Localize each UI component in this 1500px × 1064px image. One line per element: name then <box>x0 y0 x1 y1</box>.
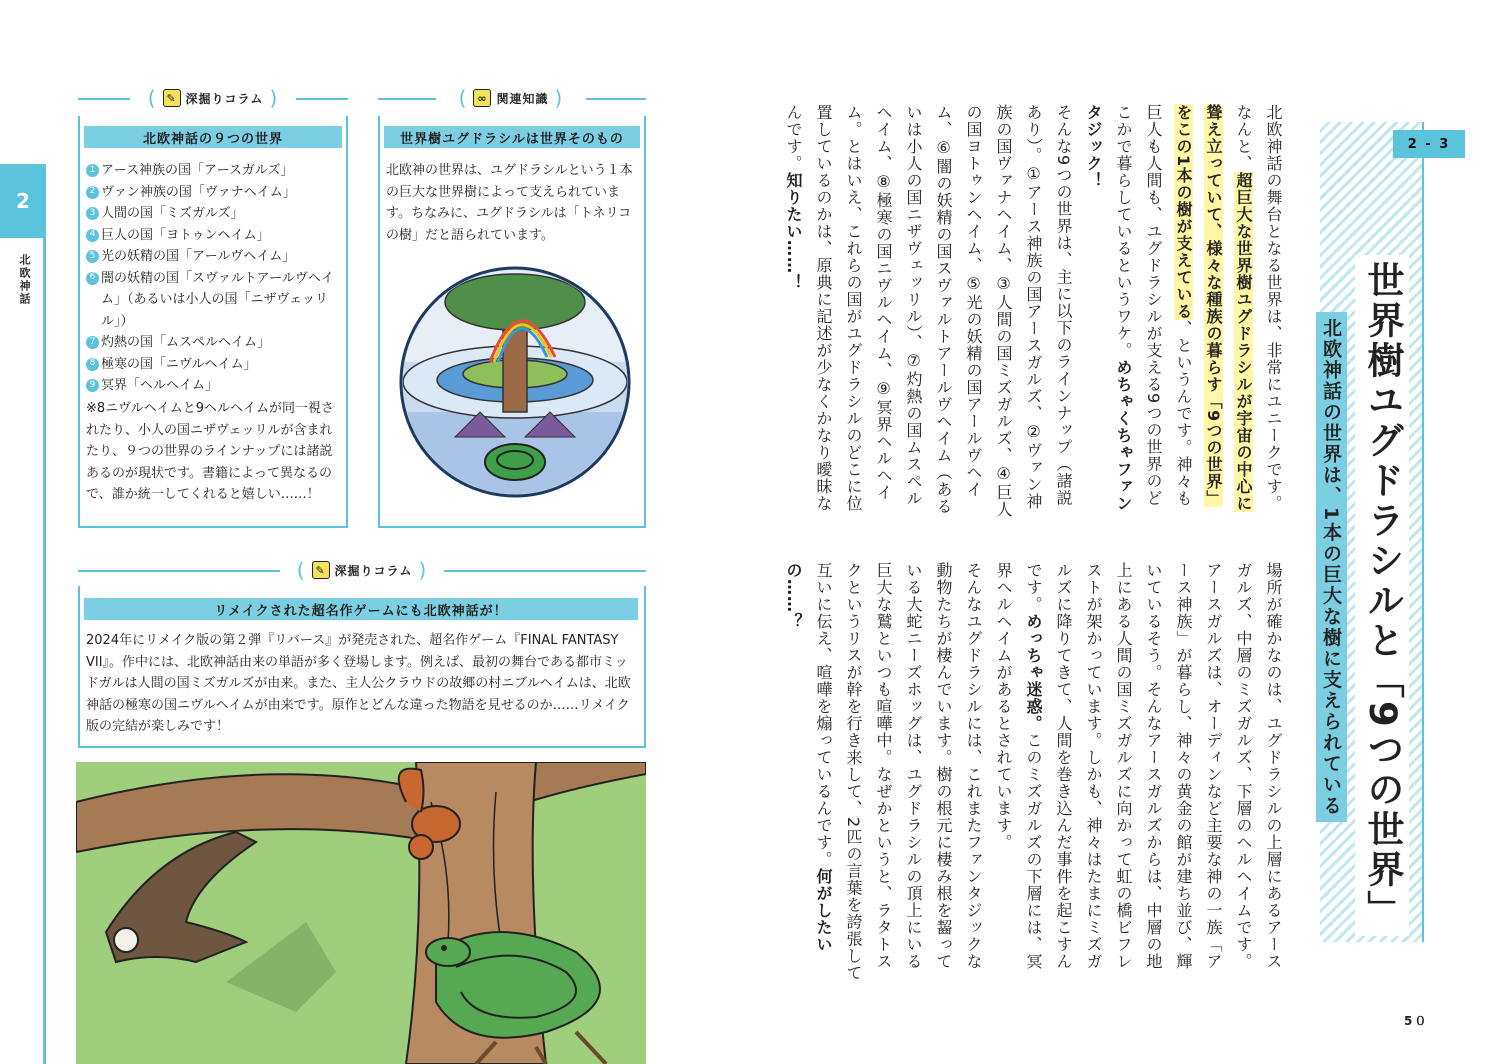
number-badge: 9 <box>86 379 99 392</box>
col2-header-label: 関連知識 <box>496 91 549 106</box>
list-item-text: 灼熱の国「ムスペルヘイム」 <box>101 335 271 350</box>
list-item <box>86 332 342 354</box>
list-item-text: 巨人の国「ヨトゥンヘイム」 <box>101 227 270 243</box>
col2-border-right <box>644 116 646 526</box>
list-item <box>86 375 342 397</box>
col1-title-bar: 北欧神話の９つの世界 <box>84 126 342 148</box>
page-number: 5０ <box>1404 1014 1429 1028</box>
pencil-note-icon: ✎ <box>312 561 330 579</box>
tree-animals-illustration <box>76 762 646 1064</box>
number-badge: 4 <box>86 229 99 242</box>
col3-border-right <box>644 586 646 746</box>
col3-border-left <box>78 586 80 746</box>
para2-bold: 知りたい……！ <box>784 172 803 291</box>
number-badge: 7 <box>86 336 99 349</box>
chain-link-icon: ∞ <box>473 89 491 107</box>
col3-title-bar: リメイクされた超名作ゲームにも北欧神話が！ <box>84 598 638 620</box>
col2-title-bar: 世界樹ユグドラシルは世界そのもの <box>384 126 640 148</box>
list-item-text: 冥界「ヘルヘイム」 <box>101 378 219 393</box>
col3-text: 2024年にリメイク版の第２弾『リバース』が発売された、超名作ゲーム『FINAL FANTASY VII』。作中には、北欧神話由来の単語が多く登場します。例えば、最初の舞台である都市ミッドガルは人間の国ミズガルズが由来。また、主人公クラウドの故郷の村ニブルヘイムは、北欧神話の極寒の国ニヴルヘイムが由来です。原作とどんな違った物語を見せるのか……リメイク版の完結が楽しみです！ <box>86 633 631 734</box>
list-item <box>86 182 342 204</box>
para2: そんな9つの世界は、主に以下のラインナップ（諸説あり）。①アース神族の国アースガルズ、②ヴァン神族の国ヴァナヘイム、③人間の国ミズガルズ、④巨人の国ヨトゥンヘイム、⑤光の妖精の国アールヴヘイム、⑥闇の妖精の国スヴァルトアールヴヘイム（あるいは小人の国ニザヴェッリル）、⑦灼熱の国ムスペルヘイム、⑧極寒の国ニヴルヘイム、⑨冥界ヘルヘイム。とはいえ、これらの国がユグドラシルのどこに位置しているのかは、原典に記述が少なくかなり曖昧なんです。 <box>784 104 1073 518</box>
col3-border-bottom <box>78 746 646 748</box>
list-item <box>86 225 342 247</box>
list-item-text: 闇の妖精の国「スヴァルトアールヴヘイム」（あるいは小人の国「ニザヴェッリル」） <box>101 270 334 329</box>
list-item <box>86 246 342 268</box>
article-lower-block <box>784 562 1288 982</box>
para1-b: 、というんです。神々も巨人も人間も、ユグドラシルが支える9つの世界のどこかで暮らしているというワケ。 <box>1114 104 1193 508</box>
para1-bold: めちゃくちゃファンタジック！ <box>1084 104 1133 512</box>
para1-highlight: 超巨大な世界樹ユグドラシルが宇宙の中心に聳え立っていて、様々な種族の暮らす「9つの世界」をこの1本の樹が支えている <box>1174 104 1253 512</box>
number-badge: 2 <box>86 186 99 199</box>
list-item <box>86 203 342 225</box>
nine-worlds-list <box>86 160 342 397</box>
col2-border-bottom <box>378 526 646 528</box>
list-item <box>86 160 342 182</box>
list-item-text: 光の妖精の国「アールヴヘイム」 <box>101 249 296 264</box>
list-item <box>86 354 342 376</box>
list-item-text: 人間の国「ミズガルズ」 <box>101 206 244 221</box>
number-badge: 3 <box>86 207 99 220</box>
col1-border-right <box>346 116 348 526</box>
list-item-text: 極寒の国「ニヴルヘイム」 <box>101 356 257 372</box>
section-number: 2 - 3 <box>1393 130 1465 158</box>
chapter-rule <box>43 164 46 1064</box>
col1-border-left <box>78 116 80 526</box>
col1-header: ( ✎ 深掘りコラム ) <box>78 86 348 112</box>
col1-border-bottom <box>78 526 348 528</box>
para4-bold: 何がしたいの……？ <box>784 562 833 953</box>
chapter-number-tab: 2 <box>0 164 46 238</box>
para3-b: このミズガルズの下層には、冥界ヘルヘイムがあるとされています。 <box>994 562 1043 970</box>
article-upper-block <box>784 104 1288 522</box>
col1-note: ※8ニヴルヘイムと9ヘルヘイムが同一視されたり、小人の国ニザヴェッリルが含まれたり、９つの世界のラインナップには諸説あるのが現状です。書籍によって異なるので、誰か統一してくれると嬉しい……！ <box>86 401 335 502</box>
list-item <box>86 268 342 333</box>
col2-header: ( ∞ 関連知識 ) <box>378 86 646 112</box>
col1-header-label: 深掘りコラム <box>185 91 264 106</box>
chapter-label: 北欧神話 <box>18 254 31 306</box>
list-item-text: ヴァン神族の国「ヴァナヘイム」 <box>101 184 296 200</box>
col3-header: ( ✎ 深掘りコラム ) <box>78 558 646 584</box>
list-item-text: アース神族の国「アースガルズ」 <box>101 163 294 178</box>
pencil-note-icon: ✎ <box>163 89 181 107</box>
para1-a: 北欧神話の舞台となる世界は、非常にユニークです。なんと、 <box>1234 104 1283 512</box>
number-badge: 8 <box>86 358 99 371</box>
col2-border-left <box>378 116 380 526</box>
number-badge: 1 <box>86 164 99 177</box>
number-badge: 6 <box>86 272 99 285</box>
para3-bold: めっちゃ迷惑。 <box>1024 613 1043 732</box>
para3: 場所が確かなのは、ユグドラシルの上層にあるアースガルズ、中層のミズガルズ、下層のヘルヘイムです。アースガルズは、オーディンなど主要な神の一族「アース神族」が暮らし、神々の黄金の館が建ち並び、輝いているそう。そんなアースガルズからは、中層の地上にある人間の国ミズガルズに向かって虹の橋ビフレストが架かっています。しかも、神々はたまにミズガルズに降りてきて、人間を巻き込んだ事件を起こすんです。 <box>1024 562 1283 970</box>
number-badge: 5 <box>86 250 99 263</box>
para4: そんなユグドラシルには、これまたファンタジックな動物たちが棲んでいます。樹の根元に棲み根を齧っている大蛇ニーズホッグは、ユグドラシルの頂上にいる巨大な鷲といつも喧嘩中。なぜかというと、ラタトスクというリスが幹を行き来して、2匹の言葉を誇張して互いに伝え、喧嘩を煽っているんです。 <box>814 562 983 982</box>
col3-header-label: 深掘りコラム <box>334 563 413 578</box>
col2-text: 北欧神の世界は、ユグドラシルという１本の巨大な世界樹によって支えられています。ちなみに、ユグドラシルは「トネリコの樹」だと語られています。 <box>386 163 633 243</box>
page-subtitle: 北欧神話の世界は、1本の巨大な樹に支えられている <box>1316 312 1347 822</box>
page-title: 世界樹ユグドラシルと「9つの世界」 <box>1355 255 1409 936</box>
yggdrasil-illustration <box>395 262 635 502</box>
